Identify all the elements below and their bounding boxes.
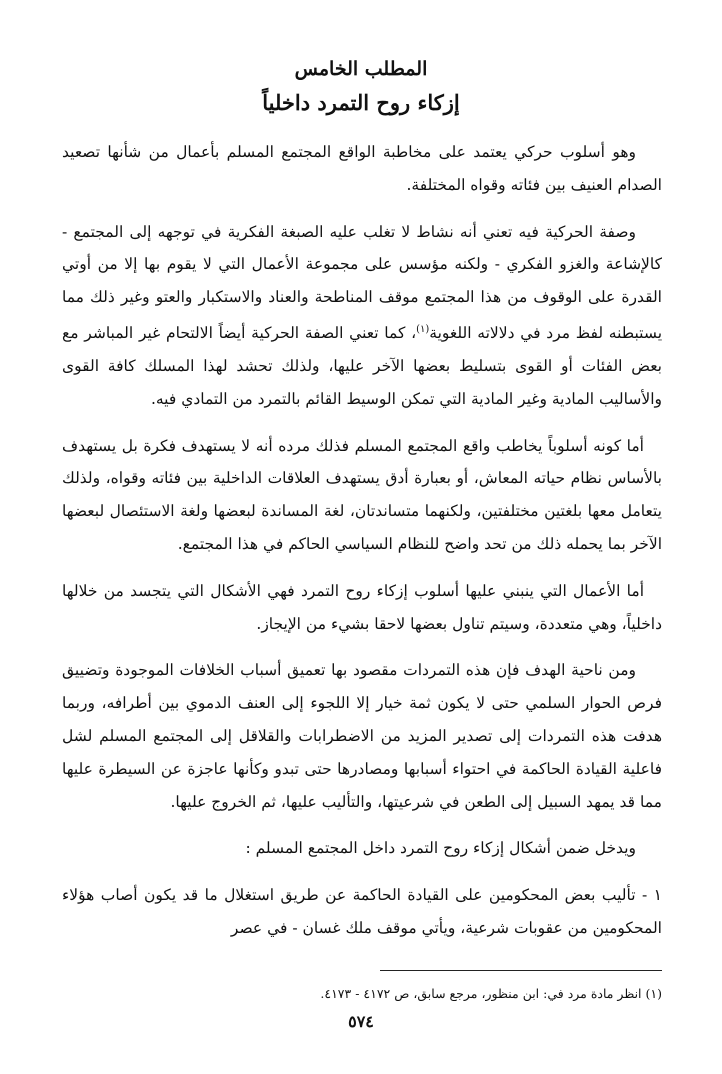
paragraph-2-tail: ، كما تعني الصفة الحركية أيضاً الالتحام غير المباشر مع بعض الفئات أو القوى بتسليط بعضها الآخر عليها، ولذلك تحشد لهذا المسلك كافة القوى والأساليب المادية وغير المادية التي تمكن الوسيط القائم بالتمرد من التمادي فيه. bbox=[62, 324, 662, 408]
page-title: إزكاء روح التمرد داخلياً bbox=[262, 90, 460, 115]
footnote-divider bbox=[380, 970, 662, 971]
list-item: ١ - تأليب بعض المحكومين على القيادة الحاكمة عن طريق استغلال ما قد يكون أصاب هؤلاء المحكومين من عقوبات شرعية، ويأتي موقف ملك غسان - في عصر bbox=[62, 886, 662, 937]
paragraph-6: ويدخل ضمن أشكال إزكاء روح التمرد داخل المجتمع المسلم : bbox=[245, 839, 636, 858]
footnote-marker: (١) bbox=[416, 323, 430, 335]
paragraph-5: ومن ناحية الهدف فإن هذه التمردات مقصود بها تعميق أسباب الخلافات الموجودة وتضييق فرص الحوار السلمي حتى لا يكون ثمة خيار إلا اللجوء إلى العنف الدموي بين أطرافه، وربما هدفت هذه التمردات إلى تصدير المزيد من الاضطرابات والقلاقل إلى المجتمع المسلم لشل فاعلية القيادة الحاكمة في احتواء أسبابها ومصادرها حتى تبدو وكأنها عاجزة عن السيطرة عليها مما قد يمهد السبيل إلى الطعن في شرعيتها، والتأليب عليها، ثم الخروج عليها. bbox=[62, 661, 662, 811]
paragraph-2-text: وصفة الحركية فيه تعني أنه نشاط لا تغلب عليه الصبغة الفكرية في توجهه إلى المجتمع - كالإشاعة والغزو الفكري - ولكنه مؤسس على مجموعة الأعمال التي لا يقوم بها إلا من أوتي القدرة على الوقوف من هذا المجتمع موقف المناطحة والعناد والاستكبار والعتو وغير ذلك مما يستبطنه لفظ مرد في دلالاته اللغوية bbox=[62, 222, 663, 343]
body-text bbox=[62, 136, 662, 945]
footnote: (١) انظر مادة مرد في: ابن منظور، مرجع سابق، ص ٤١٧٢ - ٤١٧٣. bbox=[320, 986, 662, 1001]
section-heading: المطلب الخامس bbox=[294, 58, 428, 80]
paragraph-3: أما كونه أسلوباً يخاطب واقع المجتمع المسلم فذلك مرده أنه لا يستهدف فكرة بل يستهدف بالأساس نظام حياته المعاش، أو بعبارة أدق يستهدف العلاقات الداخلية بين فئاته وقواه، ولذلك يتعامل معها بلغتين مختلفتين، ولكنهما متساندتان، لغة المساندة لبعضها ولغة الاستئصال لبعضها الآخر بما يحمله ذلك من تحد واضح للنظام السياسي الحاكم في هذا المجتمع. bbox=[62, 436, 662, 553]
paragraph-1: وهو أسلوب حركي يعتمد على مخاطبة الواقع المجتمع المسلم بأعمال من شأنها تصعيد الصدام العنيف بين فئاته وقواه المختلفة. bbox=[62, 143, 662, 194]
paragraph-2 bbox=[62, 216, 662, 416]
paragraph-4: أما الأعمال التي ينبني عليها أسلوب إزكاء روح التمرد فهي الأشكال التي يتجسد من خلالها داخلياً، وهي متعددة، وسيتم تناول بعضها لاحقا بشيء من الإيجاز. bbox=[62, 581, 662, 633]
page-number: ٥٧٤ bbox=[348, 1012, 374, 1031]
